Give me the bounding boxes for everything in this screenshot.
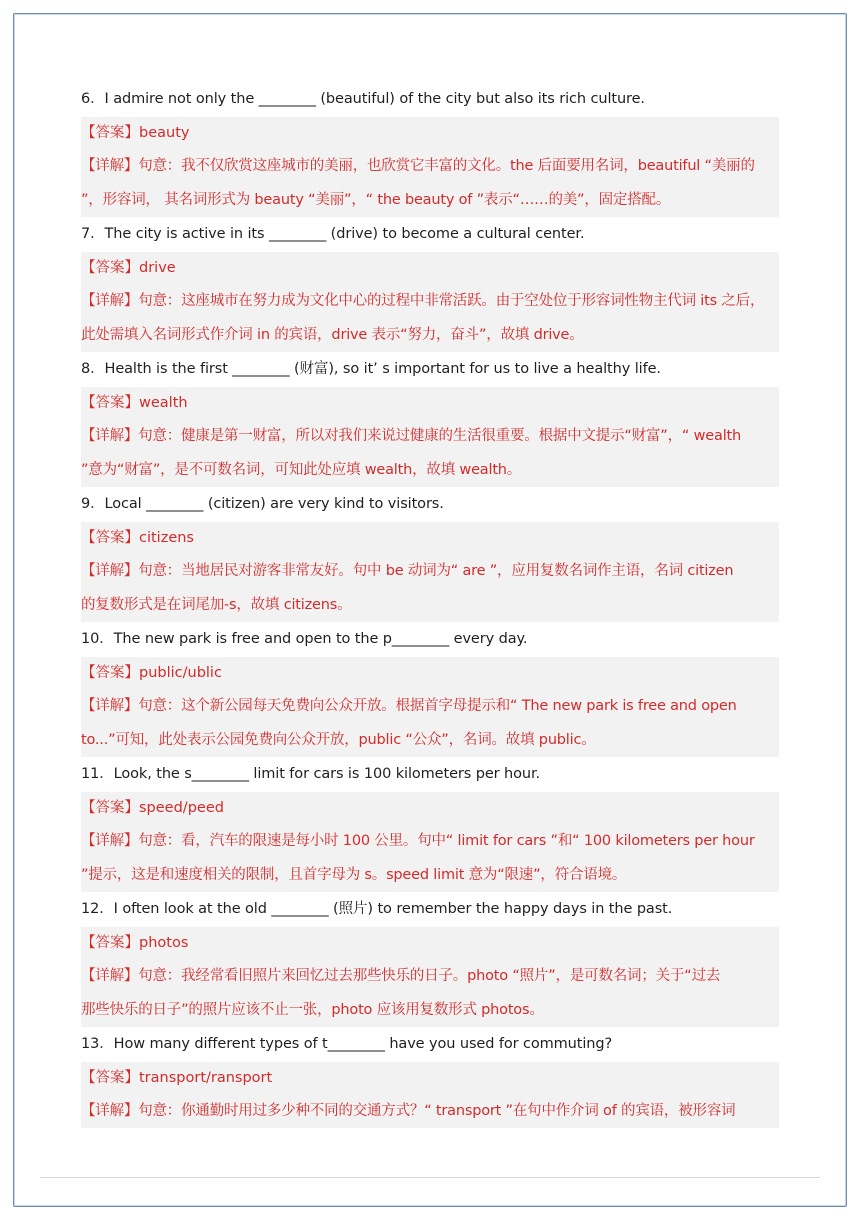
question-text: 9．Local ________ (citizen) are very kind to visitors. [81,496,444,512]
explanation-line: 【详解】句意：你通勤时用过多少种不同的交通方式？“ transport ”在句中作介词 of 的宾语，被形容词 [81,1103,736,1119]
question-block [81,892,779,1027]
explanation-line: 【详解】句意：我不仅欣赏这座城市的美丽，也欣赏它丰富的文化。the 后面要用名词，beautiful “美丽的 [81,158,755,174]
question-block [81,1027,779,1128]
explanation-line: 那些快乐的日子”的照片应该不止一张，photo 应该用复数形式 photos。 [81,1002,544,1018]
answer-text: 【答案】photos [81,927,779,959]
question-text: 13．How many different types of t________ have you used for commuting? [81,1036,613,1052]
explanation-line: 【详解】句意：这座城市在努力成为文化中心的过程中非常活跃。由于空处位于形容词性物主代词 its 之后， [81,293,765,309]
explanation-line: 【详解】句意：健康是第一财富，所以对我们来说过健康的生活很重要。根据中文提示“财富”，“ wealth [81,428,742,444]
question-text: 12．I often look at the old ________ (照片) to remember the happy days in the past. [81,901,673,917]
question-text: 8．Health is the first ________ (财富), so it’ s important for us to live a healthy life. [81,361,661,377]
explanation-line: 【详解】句意：我经常看旧照片来回忆过去那些快乐的日子。photo “照片”，是可数名词；关于“过去 [81,968,721,984]
answer-text: 【答案】drive [81,252,779,284]
explanation-line: 【详解】句意：当地居民对游客非常友好。句中 be 动词为“ are ”，应用复数名词作主语，名词 citizen [81,563,734,579]
explanation-line: to...”可知，此处表示公园免费向公众开放，public “公众”，名词。故填 public。 [81,732,596,748]
answer-text: 【答案】citizens [81,522,779,554]
explanation-line: 【详解】句意：看，汽车的限速是每小时 100 公里。句中“ limit for cars ”和“ 100 kilometers per hour [81,833,755,849]
question-text: 10．The new park is free and open to the p________ every day. [81,631,528,647]
explanation [81,824,779,892]
question-block [81,217,779,352]
question-block [81,82,779,217]
answer-text: 【答案】beauty [81,117,779,149]
exercise-content [81,82,779,1128]
explanation-line: ”，形容词， 其名词形式为 beauty “美丽”，“ the beauty of ”表示“……的美”，固定搭配。 [81,192,671,208]
explanation-line: 【详解】句意：这个新公园每天免费向公众开放。根据首字母提示和“ The new park is free and open [81,698,737,714]
question-block [81,757,779,892]
question-block [81,487,779,622]
answer-text: 【答案】wealth [81,387,779,419]
answer-text: 【答案】transport/ransport [81,1062,779,1094]
explanation-line: 此处需填入名词形式作介词 in 的宾语，drive 表示“努力，奋斗”，故填 drive。 [81,327,584,343]
explanation [81,689,779,757]
explanation-line: ”意为“财富”，是不可数名词，可知此处应填 wealth，故填 wealth。 [81,462,522,478]
explanation [81,149,779,217]
question-block [81,622,779,757]
explanation [81,1094,779,1128]
explanation [81,419,779,487]
question-text: 7．The city is active in its ________ (drive) to become a cultural center. [81,226,585,242]
question-text: 11．Look, the s________ limit for cars is 100 kilometers per hour. [81,766,541,782]
footer-divider [40,1177,820,1178]
explanation [81,554,779,622]
explanation-line: 的复数形式是在词尾加-s，故填 citizens。 [81,597,352,613]
answer-text: 【答案】public/ublic [81,657,779,689]
answer-text: 【答案】speed/peed [81,792,779,824]
question-block [81,352,779,487]
explanation-line: ”提示，这是和速度相关的限制，且首字母为 s。speed limit 意为“限速”，符合语境。 [81,867,627,883]
explanation [81,959,779,1027]
question-text: 6．I admire not only the ________ (beautiful) of the city but also its rich culture. [81,91,645,107]
explanation [81,284,779,352]
